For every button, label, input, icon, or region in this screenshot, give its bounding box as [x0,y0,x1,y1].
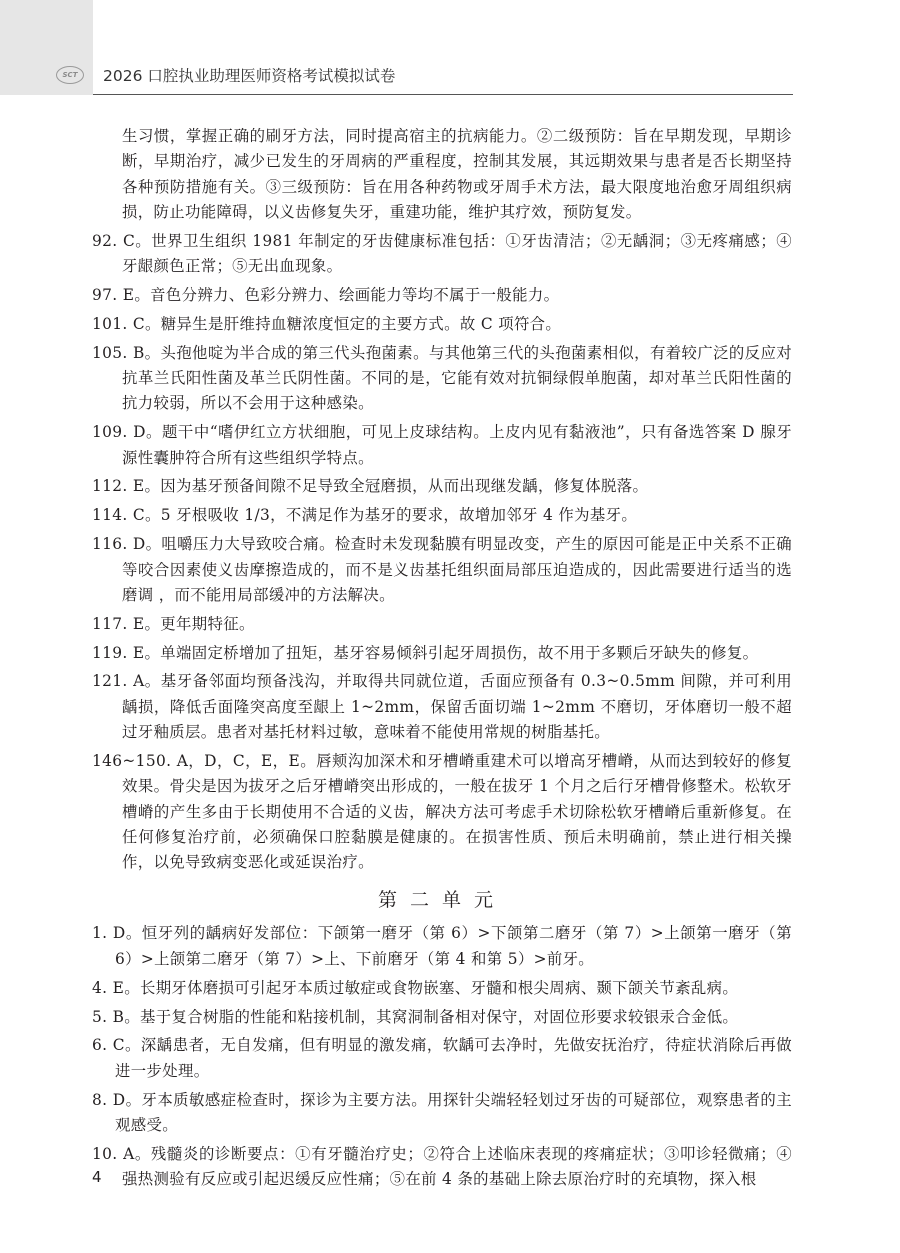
answer-paragraph: 109. D。题干中“嗜伊红立方状细胞，可见上皮球结构。上皮内见有黏液池”，只有备选答案 D 腺牙源性囊肿符合所有这些组织学特点。 [92,423,792,467]
answer-paragraph: 101. C。糖异生是肝维持血糖浓度恒定的主要方式。故 C 项符合。 [92,314,562,333]
answer-paragraph: 146~150. A，D，C，E，E。唇颊沟加深术和牙槽嵴重建术可以增高牙槽嵴，从而达到较好的修复效果。骨尖是因为拔牙之后牙槽嵴突出形成的，一般在拔牙 1 个月之后行牙槽骨修整术。松软牙槽嵴的产生多由于长期使用不合适的义齿，解决方法可考虑手术切除松软牙槽嵴后重新修复。在任何修复治疗前，必须确保口腔黏膜是健康的。在损害性质、预后未明确前，禁止进行相关操作，以免导致病变恶化或延误治疗。 [92,751,792,872]
answer-paragraph: 114. C。5 牙根吸收 1/3，不满足作为基牙的要求，故增加邻牙 4 作为基牙。 [92,506,638,525]
answer-paragraph: 生习惯，掌握正确的刷牙方法，同时提高宿主的抗病能力。②二级预防：旨在早期发现，早期诊断，早期治疗，减少已发生的牙周病的严重程度，控制其发展，其远期效果与患者是否长期坚持各种预防措施有关。③三级预防：旨在用各种药物或牙周手术方法，最大限度地治愈牙周组织病损，防止功能障碍，以义齿修复失牙，重建功能，维护其疗效，预防复发。 [122,127,792,221]
page-number: 4 [92,1168,102,1186]
section-title: 第二单元 [377,889,506,912]
answer-paragraph: 6. C。深龋患者，无自发痛，但有明显的激发痛，软龋可去净时，先做安抚治疗，待症状消除后再做进一步处理。 [92,1036,792,1080]
answer-paragraph: 8. D。牙本质敏感症检查时，探诊为主要方法。用探针尖端轻轻划过牙齿的可疑部位，观察患者的主观感受。 [92,1090,792,1134]
answer-paragraph: 121. A。基牙备邻面均预备浅沟，并取得共同就位道，舌面应预备有 0.3~0.5mm 间隙，并可利用龋损，降低舌面隆突高度至龈上 1~2mm，保留舌面切端 1~2mm 不磨切，牙体磨切一般不超过牙釉质层。患者对基托材料过敏，意味着不能使用常规的树脂基托。 [92,672,792,742]
running-title: 2026 口腔执业助理医师资格考试模拟试卷 [103,67,396,85]
answer-paragraph: 105. B。头孢他啶为半合成的第三代头孢菌素。与其他第三代的头孢菌素相似，有着较广泛的反应对抗革兰氏阳性菌及革兰氏阴性菌。不同的是，它能有效对抗铜绿假单胞菌，却对革兰氏阳性菌的抗力较弱，所以不会用于这种感染。 [92,343,792,413]
answer-paragraph: 112. E。因为基牙预备间隙不足导致全冠磨损，从而出现继发龋，修复体脱落。 [92,477,649,496]
page-content [92,124,792,1196]
answer-paragraph: 97. E。音色分辨力、色彩分辨力、绘画能力等均不属于一般能力。 [92,285,560,304]
answer-paragraph: 5. B。基于复合树脂的性能和粘接机制，其窝洞制备相对保守，对固位形要求较银汞合金低。 [92,1007,739,1026]
answer-paragraph: 92. C。世界卫生组织 1981 年制定的牙齿健康标准包括：①牙齿清洁；②无龋洞；③无疼痛感；④牙龈颜色正常；⑤无出血现象。 [92,231,792,276]
header-rule [93,94,793,95]
answer-paragraph: 10. A。残髓炎的诊断要点：①有牙髓治疗史；②符合上述临床表现的疼痛症状；③叩诊轻微痛；④强热测验有反应或引起迟缓反应性痛；⑤在前 4 条的基础上除去原治疗时的充填物，探入根 [92,1144,792,1189]
answer-paragraph: 117. E。更年期特征。 [92,614,255,633]
answer-paragraph: 4. E。长期牙体磨损可引起牙本质过敏症或食物嵌塞、牙髓和根尖周病、颞下颌关节紊乱病。 [92,978,739,997]
answer-paragraph: 116. D。咀嚼压力大导致咬合痛。检查时未发现黏膜有明显改变，产生的原因可能是正中关系不正确等咬合因素使义齿摩擦造成的，而不是义齿基托组织面局部压迫造成的，因此需要进行适当的选磨调 ，而不能用局部缓冲的方法解决。 [92,535,792,604]
answer-paragraph: 119. E。单端固定桥增加了扭矩，基牙容易倾斜引起牙周损伤，故不用于多颗后牙缺失的修复。 [92,643,759,662]
answer-paragraph: 1. D。恒牙列的龋病好发部位：下颌第一磨牙（第 6）>下颌第二磨牙（第 7）>上颌第一磨牙（第 6）>上颌第二磨牙（第 7）>上、下前磨牙（第 4 和第 5）>前牙。 [92,924,792,968]
publisher-logo: SCT [56,66,84,84]
